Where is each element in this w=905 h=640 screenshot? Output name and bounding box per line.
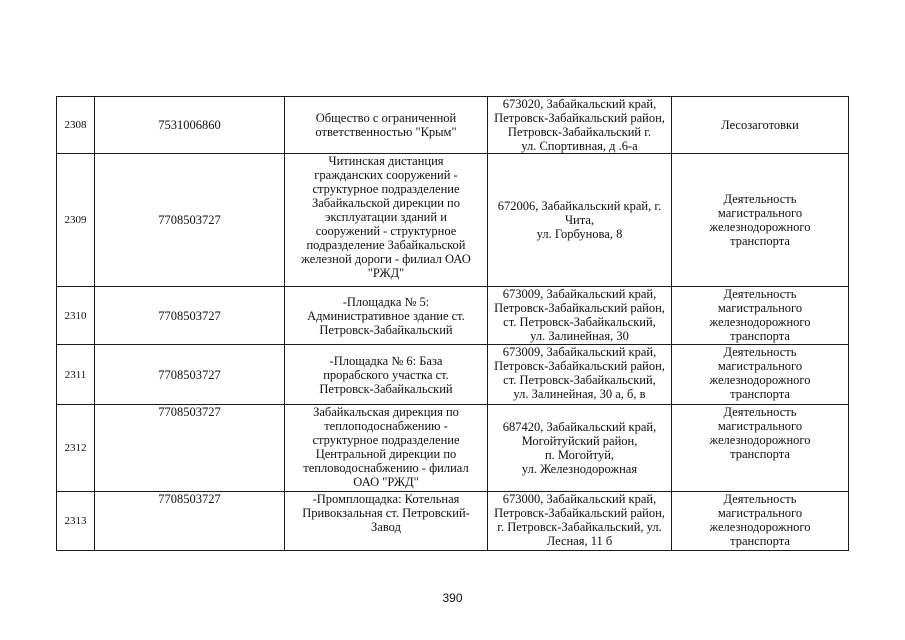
address-line: ул. Железнодорожная [521,462,638,476]
activity-line: магистрального [717,301,803,315]
organization-name-line: тепловодоснабжению - филиал [303,461,469,475]
address-line: 673000, Забайкальский край, [502,492,657,506]
organization-name-line: Завод [371,520,401,534]
address-cell [488,97,672,154]
organization-name-line: Забайкальская дирекция по [313,405,459,419]
inn-cell: 7708503727 [95,345,285,405]
address-line: ул. Спортивная, д .6-а [521,139,638,153]
inn-cell: 7708503727 [95,287,285,345]
activity-line: железнодорожного [709,433,811,447]
address-line: ст. Петровск-Забайкальский, [503,373,656,387]
address-line: г. Петровск-Забайкальский, ул. [497,520,662,534]
address-line: Могойтуйский район, [521,434,638,448]
address-line: 673020, Забайкальский край, [502,97,657,111]
organization-name-cell [285,154,488,287]
organization-name-line: Петровск-Забайкальский [319,322,453,337]
address-line: ул. Залинейная, 30 [530,329,629,343]
inn-cell: 7531006860 [95,97,285,154]
row-number-cell: 2309 [57,154,95,287]
table-row [57,492,849,551]
table-row [57,345,849,405]
activity-cell [672,492,849,551]
activity-line: транспорта [730,329,790,343]
activity-line: Лесозаготовки [721,118,799,132]
organization-name-line: Административное здание ст. [307,308,465,323]
activity-line: магистрального [717,359,803,373]
address-cell [488,154,672,287]
table-row [57,287,849,345]
organization-name-line: -Площадка № 6: База [329,353,443,368]
address-line: Петровск-Забайкальский район, [494,301,665,315]
address-line: Петровск-Забайкальский район, [494,359,665,373]
address-line: 672006, Забайкальский край, г. [497,199,662,213]
organization-name-cell [285,345,488,405]
organization-name-line: подразделение Забайкальской [306,238,466,252]
inn-cell: 7708503727 [95,154,285,287]
organization-name-line: гражданских сооружений - [314,168,458,182]
activity-cell [672,345,849,405]
activity-line: магистрального [717,206,803,220]
address-line: 673009, Забайкальский край, [502,345,657,359]
row-number-cell: 2310 [57,287,95,345]
organization-name-line: теплоподоснабжению - [324,419,448,433]
activity-line: Деятельность [723,287,797,301]
activity-line: Деятельность [723,492,797,506]
address-line: Чита, [564,213,595,227]
activity-line: транспорта [730,447,790,461]
activity-line: Деятельность [723,345,797,359]
table-row [57,97,849,154]
address-cell [488,345,672,405]
activity-cell [672,97,849,154]
table-body [57,97,849,551]
row-number-cell: 2312 [57,405,95,492]
organization-name-line: -Промплощадка: Котельная [312,492,460,506]
organization-name-line: прорабского участка ст. [323,367,449,382]
organization-name-line: Привокзальная ст. Петровский- [302,506,470,520]
address-line: ст. Петровск-Забайкальский, [503,315,656,329]
organization-name-line: "РЖД" [367,266,405,280]
organization-name-line: ОАО "РЖД" [353,475,419,489]
organization-name-cell [285,405,488,492]
organization-name-line: железной дороги - филиал ОАО [301,252,471,266]
activity-line: транспорта [730,234,790,248]
address-line: 673009, Забайкальский край, [502,287,657,301]
organization-name-cell [285,492,488,551]
activity-line: Деятельность [723,192,797,206]
table-row [57,405,849,492]
address-line: п. Могойтуй, [544,448,615,462]
table-row [57,154,849,287]
registry-table [56,96,849,551]
address-line: Петровск-Забайкальский г. [507,125,652,139]
organization-name-line: ответственностью "Крым" [315,125,457,139]
inn-cell: 7708503727 [95,492,285,551]
activity-line: транспорта [730,534,790,548]
address-cell [488,287,672,345]
organization-name-line: Центральной дирекции по [315,447,457,461]
activity-line: железнодорожного [709,373,811,387]
activity-line: железнодорожного [709,220,811,234]
organization-name-line: структурное подразделение [312,433,460,447]
inn-cell: 7708503727 [95,405,285,492]
address-line: Петровск-Забайкальский район, [494,111,665,125]
address-line: ул. Залинейная, 30 а, б, в [513,387,646,401]
address-cell [488,492,672,551]
activity-line: Деятельность [723,405,797,419]
address-cell [488,405,672,492]
row-number-cell: 2311 [57,345,95,405]
organization-name-line: Петровск-Забайкальский [319,381,453,396]
activity-line: магистрального [717,506,803,520]
organization-name-line: -Площадка № 5: [342,294,430,309]
organization-name-line: Забайкальской дирекции по [312,196,460,210]
activity-cell [672,287,849,345]
activity-line: магистрального [717,419,803,433]
address-line: ул. Горбунова, 8 [536,227,623,241]
row-number-cell: 2308 [57,97,95,154]
address-line: 687420, Забайкальский край, [502,420,657,434]
address-line: Лесная, 11 б [546,534,613,548]
row-number-cell: 2313 [57,492,95,551]
address-line: Петровск-Забайкальский район, [494,506,665,520]
activity-line: транспорта [730,387,790,401]
organization-name-line: эксплуатации зданий и [325,210,447,224]
page-number: 390 [442,591,463,605]
organization-name-line: структурное подразделение [312,182,460,196]
organization-name-line: сооружений - структурное [315,224,457,238]
organization-name-line: Общество с ограниченной [315,111,457,125]
organization-name-line: Читинская дистанция [328,154,444,168]
activity-cell [672,405,849,492]
activity-line: железнодорожного [709,520,811,534]
organization-name-cell [285,287,488,345]
activity-line: железнодорожного [709,315,811,329]
activity-cell [672,154,849,287]
organization-name-cell [285,97,488,154]
